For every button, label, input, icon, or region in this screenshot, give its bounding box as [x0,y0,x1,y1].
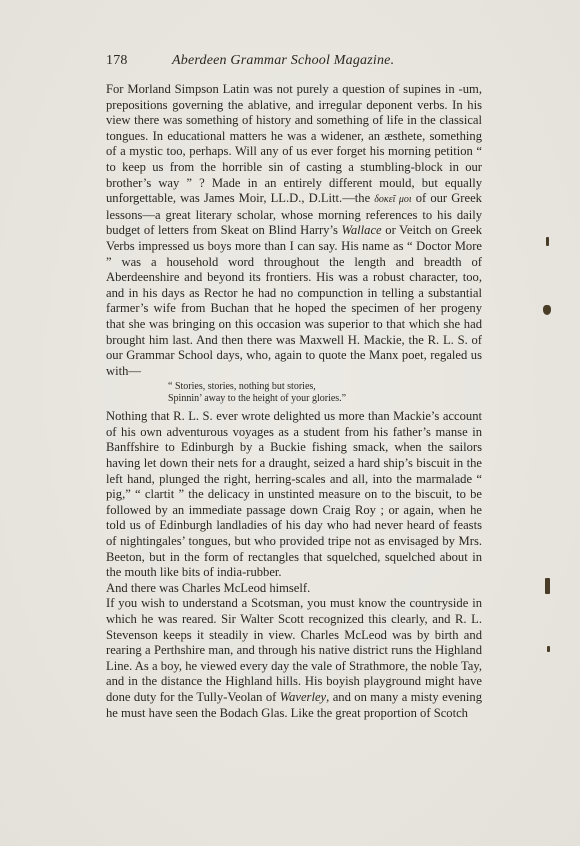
wallace-title: Wallace [341,223,382,238]
margin-ink-mark [546,237,549,246]
paragraph-1-text-a: For Morland Simpson Latin was not purely a question of supines in -um, prepositions governing the ablative, and irregular deponent verbs. In his view there was something of history and something of life in the classical tongues. In educational matters he was a widener, an æsthete, something of a mystic too, perhaps. Will any of us ever forget his morning petition “ to keep us from the horrible sin of casting a stumbling-block in our brother’s way ” ? Made in an entirely different mould, but equally unforgettable, was James Moir, LL.D., D.Litt.—the [106,82,482,206]
margin-ink-mark [543,305,551,315]
paragraph-4-text-a: If you wish to understand a Scotsman, you must know the countryside in which he was reared. Sir Walter Scott recognized this clearly, and R. L. Stevenson keeps it steadily in view. Charles McLeod was by birth and rearing a Perthshire man, and through his native district runs the Highland Line. As a boy, he viewed every day the vale of Strathmore, the noble Tay, and in the distance the Highland hills. His boyish playground might have done duty for the Tully-Veolan of [106,596,482,704]
running-title: Aberdeen Grammar School Magazine. [172,53,395,68]
verse-quotation [168,381,482,405]
paragraph-4-text-b: , and on many a misty evening he must have seen the Bodach Glas. Like the great proportion of Scotch [106,689,482,720]
paragraph-3: And there was Charles McLeod himself. [106,580,311,595]
greek-phrase: δοκεῖ μοι [374,194,412,206]
page-number: 178 [106,53,128,68]
waverley-title: Waverley [279,689,327,704]
margin-ink-mark [545,578,550,594]
paragraph-2: Nothing that R. L. S. ever wrote delighted us more than Mackie’s account of his own adventurous voyages as a student from his father’s manse in Banffshire to Edinburgh by a Buckie fishing smack, when the sailors having let down their nets for a draught, seized a hard ship’s biscuit in the left hand, plunged the right, herring-scales and all, into the marmalade “ pig,” “ clartit ” the delicacy in unstinted measure on to the biscuit, to be followed by an immediate passage down Craig Roy ; or again, when he told us of Edinburgh landladies of his day who had never heard of feasts of nightingales’ tongues, but who provided tripe not as envisaged by Mrs. Beeton, but in the form of rectangles that squelched, squelched about in the mouth like bits of india-rubber. [106,409,482,580]
article-body [106,82,482,721]
verse-line-2: Spinnin’ away to the height of your glories.” [168,393,347,405]
margin-ink-mark [547,646,550,652]
paragraph-1-text-b: of our Greek lessons—a great literary scholar, whose morning references to his daily budget of letters from Skeat on Blind Harry’s [106,191,482,238]
paragraph-1 [106,82,482,379]
paragraph-1-text-c: or Veitch on Greek Verbs impressed us boys more than I can say. His name as “ Doctor More ” was a household word throughout the length and breadth of Aberdeenshire and beyond its frontiers. His was a robust character, too, and in his days as Rector he had no compunction in telling a substantial farmer’s wife from Buchan that he hoped the specimen of her progeny that she was bringing on this occasion was superior to that which she had brought him last. And then there was Maxwell H. Mackie, the R. L. S. of our Grammar School days, who, again to quote the Manx poet, regaled us with— [106,223,482,378]
verse-line-1: “ Stories, stories, nothing but stories, [168,381,316,393]
paragraph-4 [106,596,482,721]
